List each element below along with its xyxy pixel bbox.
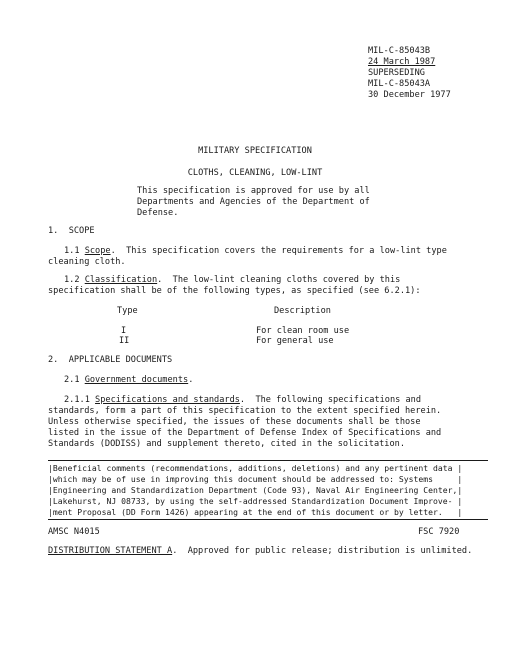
section-1-heading: 1. SCOPE [48, 226, 95, 236]
table-header-type: Type [117, 306, 138, 316]
para-1-2-cont: specification shall be of the following types, as specified (see 6.2.1): [48, 286, 421, 296]
comments-line-2: |which may be of use in improving this document should be addressed to: Systems | [48, 474, 463, 484]
para-2-1-1-line-5: Standards (DODISS) and supplement thereto, cited in the solicitation. [48, 439, 405, 449]
distribution-statement: DISTRIBUTION STATEMENT A. Approved for public release; distribution is unlimited. [48, 546, 473, 556]
approval-line-1: This specification is approved for use by all [137, 186, 370, 196]
para-1-1-cont: cleaning cloth. [48, 257, 126, 267]
fsc-number: FSC 7920 [418, 527, 460, 537]
table-row-desc: For clean room use [256, 326, 350, 336]
spec-type-title: MILITARY SPECIFICATION [198, 146, 312, 156]
comments-line-5: |ment Proposal (DD Form 1426) appearing at the end of this document or by letter. | [48, 507, 463, 517]
table-row-type: II [119, 336, 130, 346]
table-header-description: Description [274, 306, 331, 316]
approval-line-3: Defense. [137, 208, 179, 218]
para-2-1-1: 2.1.1 Specifications and standards. The following specifications and [64, 395, 422, 405]
para-2-1-1-line-3: Unless otherwise specified, the issues of these documents shall be those [48, 417, 421, 427]
comments-line-1: |Beneficial comments (recommendations, additions, deletions) and any pertinent data | [48, 463, 463, 473]
para-2-1-1-line-4: listed in the issue of the Department of Defense Index of Specifications and [48, 428, 442, 438]
para-1-1: 1.1 Scope. This specification covers the requirements for a low-lint type [64, 246, 447, 256]
doc-date: 24 March 1987 [368, 57, 436, 67]
comments-line-3: |Engineering and Standardization Department (Code 93), Naval Air Engineering Center,| [48, 485, 463, 495]
comments-line-4: |Lakehurst, NJ 08733, by using the self-addressed Standardization Document Improve- | [48, 496, 463, 506]
distribution-label: DISTRIBUTION STATEMENT A [48, 546, 173, 556]
table-row-type: I [121, 326, 127, 336]
superseded-id: MIL-C-85043A [368, 79, 431, 89]
superseded-date: 30 December 1977 [368, 90, 451, 100]
para-2-1-title: Government documents [84, 375, 189, 385]
para-1-1-title: Scope [84, 246, 111, 256]
spec-title: CLOTHS, CLEANING, LOW-LINT [187, 168, 323, 178]
approval-line-2: Departments and Agencies of the Department of [137, 197, 370, 207]
para-2-1-1-title: Specifications and standards [95, 395, 240, 405]
superseding-label: SUPERSEDING [368, 68, 425, 78]
para-1-2-title: Classification [84, 275, 158, 285]
para-2-1: 2.1 Government documents. [64, 375, 194, 385]
doc-id: MIL-C-85043B [368, 46, 431, 56]
section-2-heading: 2. APPLICABLE DOCUMENTS [48, 355, 173, 365]
table-row-desc: For general use [256, 336, 334, 346]
para-1-2: 1.2 Classification. The low-lint cleaning cloths covered by this [64, 275, 401, 285]
amsc-number: AMSC N4015 [48, 527, 100, 537]
para-2-1-1-line-2: standards, form a part of this specification to the extent specified herein. [48, 406, 442, 416]
